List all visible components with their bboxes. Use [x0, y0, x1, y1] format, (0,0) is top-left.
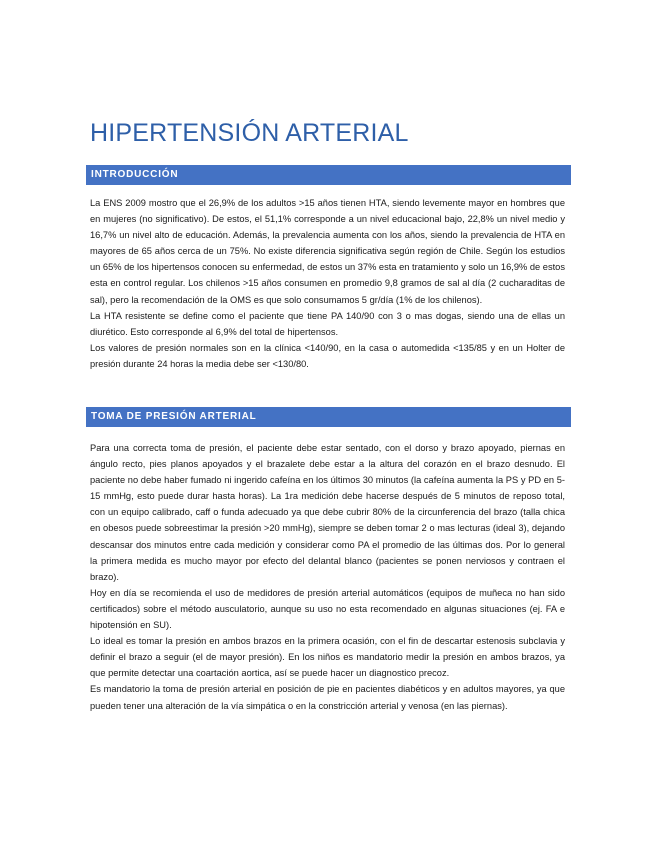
- paragraph: Para una correcta toma de presión, el paciente debe estar sentado, con el dorso y brazo apoyado, piernas en ángulo recto, pies planos apoyados y el brazalete debe estar a la altura del corazón en el brazo desnudo. El paciente no debe haber fumado ni ingerido cafeína en los últimos 30 minutos (la cafeína aumenta la PS y PD en 5-15 mmHg, esto puede durar hasta horas). La 1ra medición debe hacerse después de 5 minutos de reposo total, con un equipo calibrado, caff o funda adecuado ya que debe cubrir 80% de la circunferencia del brazo (talla chica en obesos puede sobreestimar la presión >20 mmHg), siempre se deben tomar 2 o mas lecturas (ideal 3), dejando descansar dos minutos entre cada medición y considerar como PA el promedio de las últimas dos. Por lo general la primera medida es mucho mayor por efecto del delantal blanco (pacientes se ponen nerviosos y contraen el brazo).: [90, 443, 565, 582]
- paragraph: Los valores de presión normales son en la clínica <140/90, en la casa o automedida <135/85 y en un Holter de presión durante 24 horas la media debe ser <130/80.: [90, 342, 565, 369]
- paragraph: Hoy en día se recomienda el uso de medidores de presión arterial automáticos (equipos de muñeca no han sido certificados) sobre el método ausculatorio, aunque su uso no esta recomendado en algunas situaciones (ej. FA e hipotensión en SU).: [90, 587, 565, 631]
- paragraph: Es mandatorio la toma de presión arterial en posición de pie en pacientes diabéticos y en adultos mayores, ya que pueden tener una alteración de la vía simpática o en la constricción arterial y venosa (en las piernas).: [90, 684, 565, 711]
- section-body-introduccion: [90, 195, 565, 372]
- section-heading-toma-de-presion: TOMA DE PRESIÓN ARTERIAL: [86, 407, 571, 427]
- document-title: HIPERTENSIÓN ARTERIAL: [90, 119, 409, 147]
- paragraph: La HTA resistente se define como el paciente que tiene PA 140/90 con 3 o mas dogas, siendo una de ellas un diurético. Esto corresponde al 6,9% del total de hipertensos.: [90, 310, 565, 337]
- section-body-toma-de-presion: [90, 440, 565, 714]
- paragraph: Lo ideal es tomar la presión en ambos brazos en la primera ocasión, con el fin de descartar estenosis subclavia y definir el brazo a seguir (el de mayor presión). En los niños es mandatorio medir la presión en ambos brazos, ya que permite detectar una coartación aortica, así se puede hacer un diagnostico precoz.: [90, 636, 565, 679]
- paragraph: La ENS 2009 mostro que el 26,9% de los adultos >15 años tienen HTA, siendo levemente mayor en hombres que en mujeres (no significativo). De estos, el 51,1% corresponde a un nivel educacional bajo, 22,8% un nivel medio y 16,7% un nivel alto de educación. Además, la prevalencia aumenta con los años, siendo la prevalencia de HTA en mayores de 65 años cerca de un 75%. No existe diferencia significativa según región de Chile. Según los estudios un 65% de los hipertensos conocen su enfermedad, de estos un 37% esta en tratamiento y solo un 16,9% de estos esta en control regular. Los chilenos >15 años consumen en promedio 9,8 gramos de sal al día (2 cucharaditas de sal), pero la recomendación de la OMS es que solo consumamos 5 gr/día (1% de los chilenos).: [90, 198, 565, 305]
- section-heading-introduccion: INTRODUCCIÓN: [86, 165, 571, 185]
